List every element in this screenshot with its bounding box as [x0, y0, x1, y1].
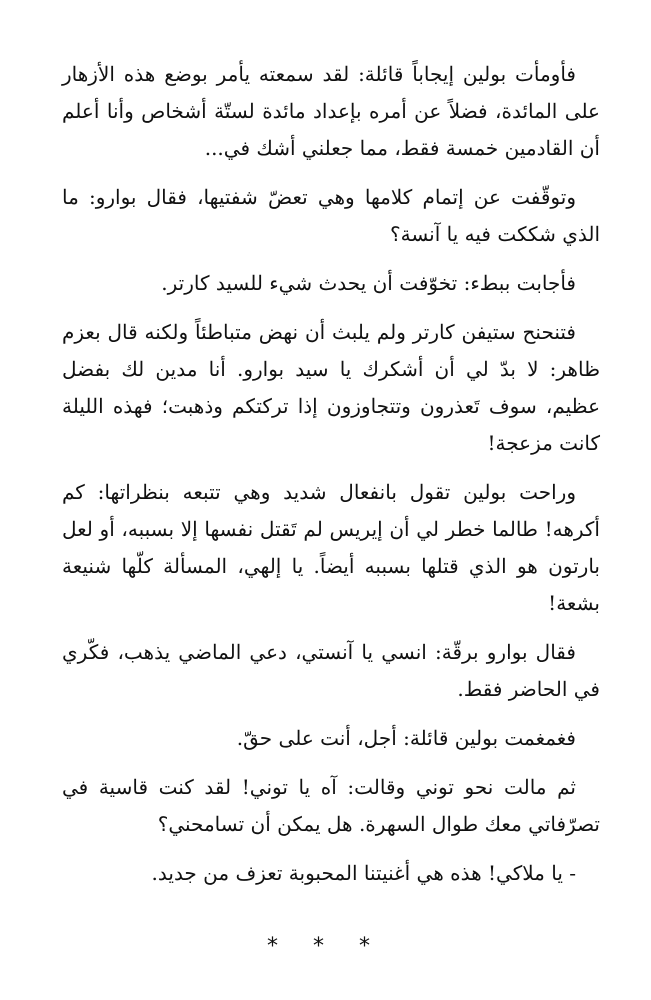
paragraph-1: فأومأت بولين إيجاباً قائلة: لقد سمعته يأمر بوضع هذه الأزهار على المائدة، فضلاً عن أمره بإعداد مائدة لستّة أشخاص وأنا أعلم أن القادمين خمسة فقط، مما جعلني أشك في... — [62, 62, 600, 160]
paragraph-6: فقال بوارو برقّة: انسي يا آنستي، دعي الماضي يذهب، فكّري في الحاضر فقط. — [62, 640, 600, 701]
page-body — [62, 56, 600, 904]
paragraph-9: - يا ملاكي! هذه هي أغنيتنا المحبوبة تعزف من جديد. — [151, 861, 576, 885]
section-separator: * * * — [267, 934, 384, 959]
paragraph-5: وراحت بولين تقول بانفعال شديد وهي تتبعه بنظراتها: كم أكرهه! طالما خطر لي أن إيريس لم تَقتل نفسها إلا بسببه، أو لعل بارتون هو الذي قتلها بسببه أيضاً. يا إلهي، المسألة كلّها شنيعة بشعة! — [62, 480, 600, 615]
paragraph-7: فغمغمت بولين قائلة: أجل، أنت على حقّ. — [236, 726, 576, 750]
paragraph-8: ثم مالت نحو توني وقالت: آه يا توني! لقد كنت قاسية في تصرّفاتي معك طوال السهرة. هل يمكن أن تسامحني؟ — [62, 775, 600, 836]
paragraph-4: فتنحنح ستيفن كارتر ولم يلبث أن نهض متباطئاً ولكنه قال بعزم ظاهر: لا بدّ لي أن أشكرك يا سيد بوارو. أنا مدين لك بفضل عظيم، سوف تَعذرون وتتجاوزون إذا تركتكم وذهبت؛ فهذه الليلة كانت مزعجة! — [62, 320, 600, 455]
paragraph-3: فأجابت ببطء: تخوّفت أن يحدث شيء للسيد كارتر. — [161, 271, 576, 295]
paragraph-2: وتوقّفت عن إتمام كلامها وهي تعضّ شفتيها، فقال بوارو: ما الذي شككت فيه يا آنسة؟ — [62, 185, 600, 246]
